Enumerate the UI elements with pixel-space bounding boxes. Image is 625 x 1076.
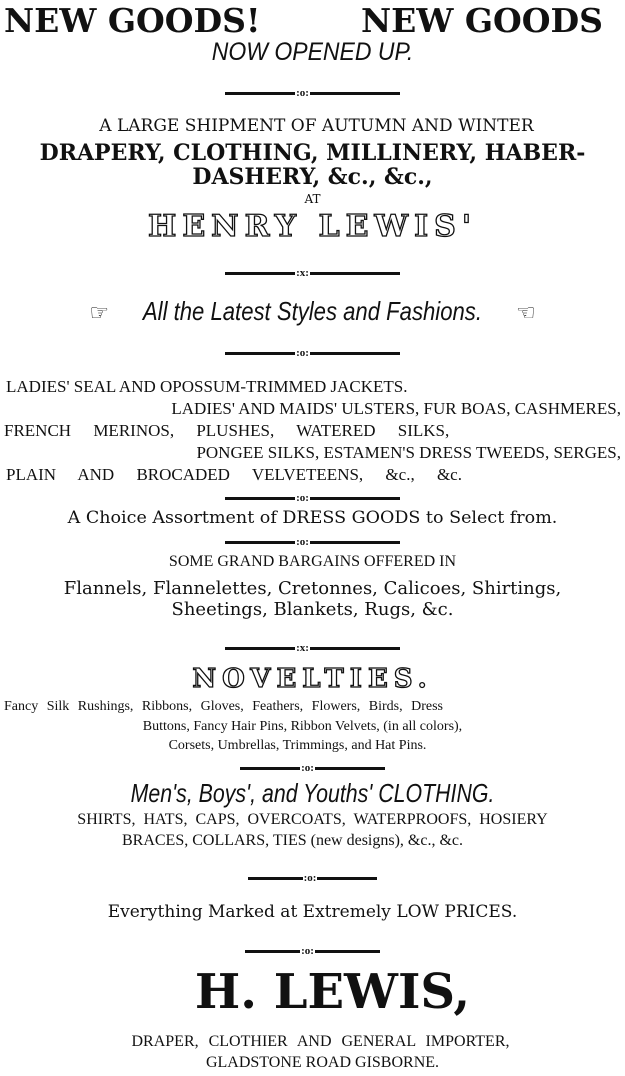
pointing-hand-right-icon: ☞ — [89, 301, 110, 326]
novelties-title: NOVELTIES. — [192, 664, 433, 694]
separator-5: :o: — [0, 535, 625, 549]
novelties-line-1: Fancy Silk Rushings, Ribbons, Gloves, Feathers, Flowers, Birds, Dress — [4, 699, 443, 714]
intro-line-3: DASHERY, &c., &c., — [192, 164, 433, 190]
headline-right: NEW GOODS — [361, 1, 603, 40]
store-name: HENRY LEWIS' — [147, 209, 478, 244]
goods-line-4: PONGEE SILKS, ESTAMEN'S DRESS TWEEDS, SERGES, — [196, 443, 621, 462]
separator-4: :o: — [0, 491, 625, 505]
bargains-line-2: Flannels, Flannelettes, Cretonnes, Calicoes, Shirtings, — [63, 578, 562, 599]
headline — [0, 1, 625, 40]
footer-line-1: DRAPER, CLOTHIER AND GENERAL IMPORTER, — [131, 1033, 510, 1050]
prices-line: Everything Marked at Extremely LOW PRICES. — [107, 902, 518, 922]
footer-name: H. LEWIS, — [194, 964, 471, 1020]
separator-6: :x: — [0, 641, 625, 655]
intro-line-1: A LARGE SHIPMENT OF AUTUMN AND WINTER — [99, 116, 534, 136]
separator-8: :o: — [0, 871, 625, 885]
goods-line-2: LADIES' AND MAIDS' ULSTERS, FUR BOAS, CASHMERES, — [171, 399, 621, 418]
headline-subtitle: NOW OPENED UP. — [211, 38, 414, 66]
separator-7: :o: — [0, 761, 625, 775]
novelties-line-3: Corsets, Umbrellas, Trimmings, and Hat Pins. — [168, 738, 427, 753]
pointing-hand-left-icon: ☜ — [515, 301, 536, 326]
clothing-title: Men's, Boys', and Youths' CLOTHING. — [130, 778, 495, 808]
separator-3: :o: — [0, 346, 625, 360]
goods-line-3: FRENCH MERINOS, PLUSHES, WATERED SILKS, — [4, 421, 450, 440]
goods-line-1: LADIES' SEAL AND OPOSSUM-TRIMMED JACKETS. — [6, 377, 408, 396]
intro-line-4: AT — [304, 192, 321, 206]
goods-line-5: PLAIN AND BROCADED VELVETEENS, &c., &c. — [6, 465, 462, 484]
clothing-line-2: BRACES, COLLARS, TIES (new designs), &c., &c. — [121, 832, 464, 849]
bargains-line-1: SOME GRAND BARGAINS OFFERED IN — [168, 553, 457, 570]
styles-row — [0, 298, 625, 325]
footer-line-2: GLADSTONE ROAD GISBORNE. — [205, 1054, 440, 1071]
clothing-line-1: SHIRTS, HATS, CAPS, OVERCOATS, WATERPROOFS, HOSIERY — [77, 811, 548, 828]
separator-9: :o: — [0, 944, 625, 958]
separator-2: :x: — [0, 266, 625, 280]
novelties-line-2: Buttons, Fancy Hair Pins, Ribbon Velvets, (in all colors), — [142, 719, 463, 734]
intro-line-2: DRAPERY, CLOTHING, MILLINERY, HABER- — [39, 140, 586, 166]
bargains-line-3: Sheetings, Blankets, Rugs, &c. — [171, 599, 454, 620]
separator-1: :o: — [0, 86, 625, 100]
styles-line: All the Latest Styles and Fashions. — [142, 296, 483, 326]
headline-left: NEW GOODS! — [4, 1, 261, 40]
dress-goods-line: A Choice Assortment of DRESS GOODS to Select from. — [67, 508, 558, 528]
